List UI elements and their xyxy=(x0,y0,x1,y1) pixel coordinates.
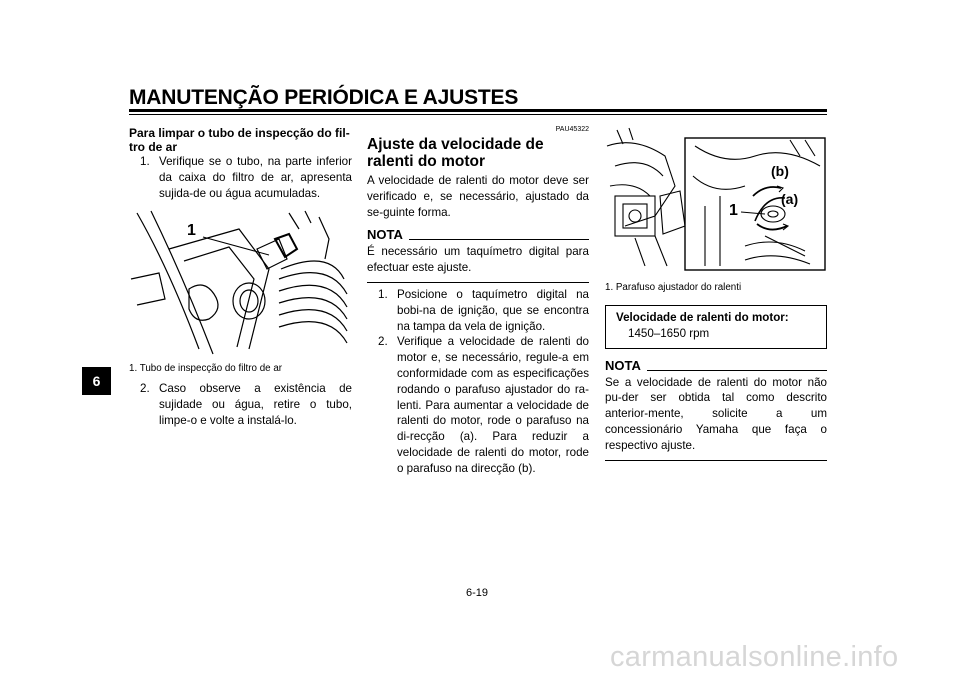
step-1 xyxy=(129,154,352,201)
step-number: 1. xyxy=(378,287,388,301)
note-text: Se a velocidade de ralenti do motor não pu-der ser obtida tal como descrito anterior-mente, solicite a um concessionário Yamaha que faça o respectivo ajuste. xyxy=(605,375,827,452)
page-title: MANUTENÇÃO PERIÓDICA E AJUSTES xyxy=(129,86,519,109)
step-text: Caso observe a existência de sujidade ou água, retire o tubo, limpe-o e volte a instalá-lo. xyxy=(159,382,352,427)
step-number: 1. xyxy=(140,155,150,168)
step-2 xyxy=(367,334,589,476)
note-heading xyxy=(367,228,589,242)
note-rule xyxy=(647,370,827,371)
chapter-tab-label: 6 xyxy=(92,373,101,389)
section-heading: Ajuste da velocidade de ralenti do motor xyxy=(367,136,544,170)
subsection-heading: Para limpar o tubo de inspecção do fil-tro de ar xyxy=(129,126,350,154)
note-end-rule xyxy=(605,460,827,461)
note-label: NOTA xyxy=(605,357,641,373)
spec-title: Velocidade de ralenti do motor: xyxy=(616,311,789,324)
step-text: Verifique a velocidade de ralenti do motor e, se necessário, regule-a em conformidade com as especificações rodando o parafuso ajustador do ra-lenti. Para aumentar a velocidade de ralenti do motor, rode o parafuso na di-recção (a). Para reduzir a velocidade de ralenti do motor, rode o parafuso na direcção (b). xyxy=(397,335,589,475)
figure-callout-1: 1 xyxy=(729,202,738,219)
figure-inspection-tube-drawing xyxy=(129,209,352,357)
step-1 xyxy=(367,287,589,334)
figure-caption: 1. Parafuso ajustador do ralenti xyxy=(605,282,742,293)
header-rule-thin xyxy=(129,114,827,115)
figure-caption: 1. Tubo de inspecção do filtro de ar xyxy=(129,363,283,375)
note-end-rule xyxy=(367,282,589,283)
note-rule xyxy=(409,239,589,240)
step-number: 2. xyxy=(378,335,388,349)
step-text: Posicione o taquímetro digital na bobi-na de ignição, que se encontra na tampa da vela de ignição. xyxy=(397,287,589,333)
spec-box xyxy=(605,305,827,349)
figure-idle-screw xyxy=(605,126,827,272)
intro-paragraph: A velocidade de ralenti do motor deve ser verificado e, se necessário, ajustado da se-guinte forma. xyxy=(367,174,589,219)
note-heading xyxy=(605,359,827,373)
figure-inspection-tube xyxy=(129,209,352,357)
document-code: PAU45322 xyxy=(555,126,589,133)
step-text: Verifique se o tubo, na parte inferior da caixa do filtro de ar, apresenta sujida-de ou água acumuladas. xyxy=(159,155,352,200)
note-label: NOTA xyxy=(367,227,403,243)
figure-callout-1: 1 xyxy=(187,222,196,240)
column-1 xyxy=(129,126,352,429)
watermark: carmanualsonline.info xyxy=(610,641,899,673)
step-number: 2. xyxy=(140,382,150,396)
spec-value: 1450–1650 rpm xyxy=(628,326,710,340)
figure-callout-a: (a) xyxy=(781,191,799,207)
header-rule-thick xyxy=(129,109,827,112)
note-text: É necessário um taquímetro digital para efectuar este ajuste. xyxy=(367,245,589,275)
column-3 xyxy=(605,126,827,461)
step-2 xyxy=(129,381,352,428)
page-number: 6-19 xyxy=(466,587,489,599)
figure-callout-b: (b) xyxy=(771,163,789,179)
chapter-tab xyxy=(82,367,111,395)
column-2 xyxy=(367,126,589,477)
